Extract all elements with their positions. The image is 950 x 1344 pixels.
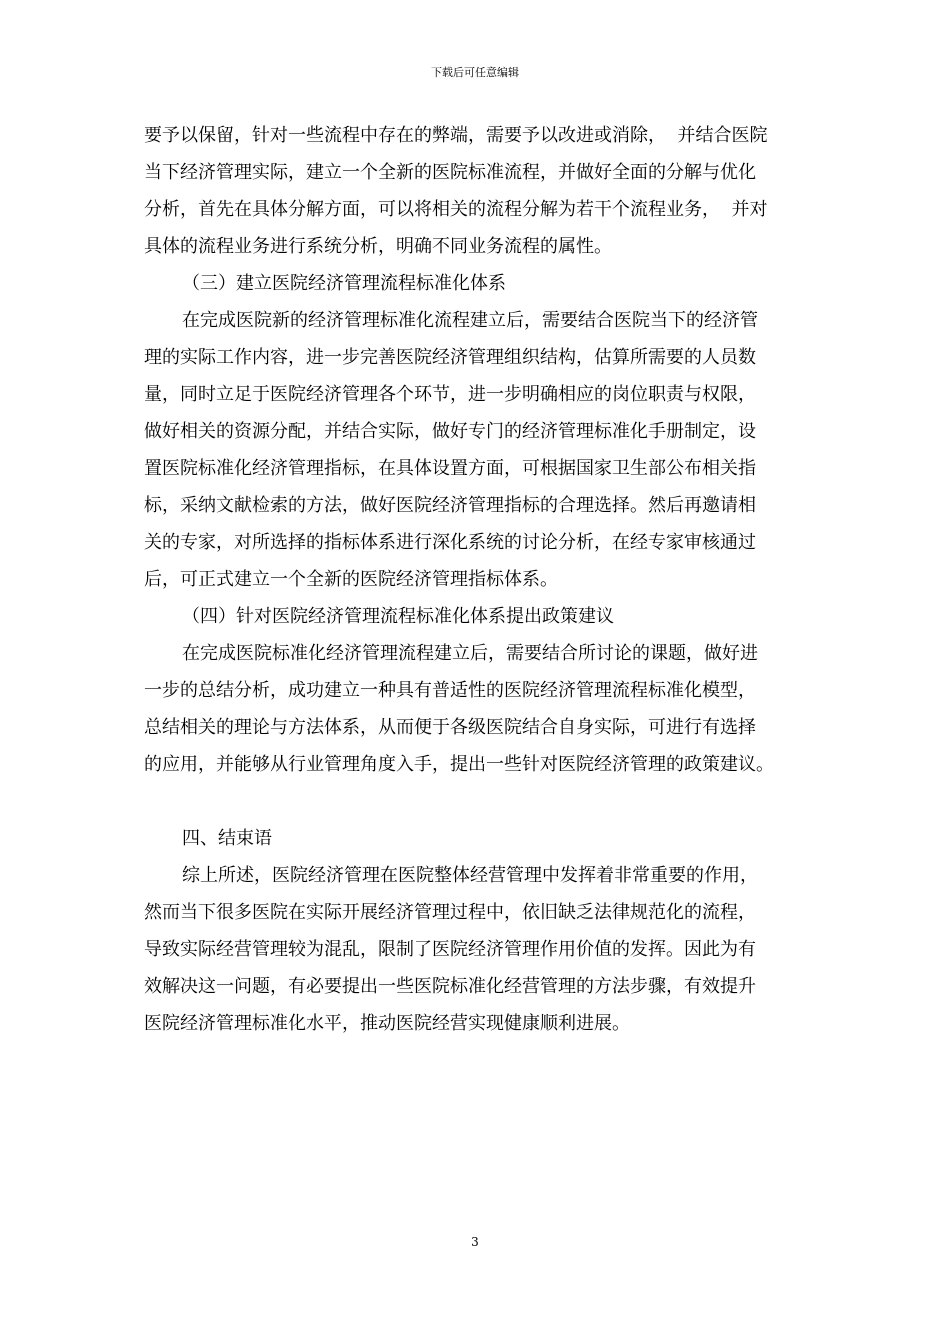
paragraph-line: 置医院标准化经济管理指标，在具体设置方面，可根据国家卫生部公布相关指 (144, 458, 756, 479)
paragraph-line: 理的实际工作内容，进一步完善医院经济管理组织结构，估算所需要的人员数 (144, 347, 756, 368)
section-4-paragraph (144, 635, 814, 783)
page-header: 下载后可任意编辑 (431, 66, 519, 79)
paragraph-spacer (144, 783, 814, 820)
paragraph-line: 量，同时立足于医院经济管理各个环节，进一步明确相应的岗位职责与权限， (144, 384, 756, 405)
page-number: 3 (471, 1235, 479, 1249)
paragraph-line: 综上所述，医院经济管理在医院整体经营管理中发挥着非常重要的作用， (182, 865, 758, 886)
paragraph-line: 分析，首先在具体分解方面，可以将相关的流程分解为若干个流程业务， 并对 (144, 199, 768, 220)
paragraph-line: 做好相关的资源分配，并结合实际，做好专门的经济管理标准化手册制定，设 (144, 421, 756, 442)
paragraph-line: 效解决这一问题，有必要提出一些医院标准化经营管理的方法步骤，有效提升 (144, 976, 756, 997)
paragraph-line: 当下经济管理实际，建立一个全新的医院标准流程，并做好全面的分解与优化 (144, 162, 756, 183)
paragraph-line: 一步的总结分析，成功建立一种具有普适性的医院经济管理流程标准化模型， (144, 680, 756, 701)
conclusion-paragraph (144, 857, 814, 1042)
paragraph-line: 的应用，并能够从行业管理角度入手，提出一些针对医院经济管理的政策建议。 (144, 754, 774, 775)
paragraph-line: 标，采纳文献检索的方法，做好医院经济管理指标的合理选择。然后再邀请相 (144, 495, 756, 516)
section-3-paragraph (144, 302, 814, 598)
paragraph-line: 导致实际经营管理较为混乱，限制了医院经济管理作用价值的发挥。因此为有 (144, 939, 756, 960)
continuation-paragraph (144, 117, 814, 265)
paragraph-line: 总结相关的理论与方法体系，从而便于各级医院结合自身实际，可进行有选择 (144, 717, 756, 738)
paragraph-line: 在完成医院标准化经济管理流程建立后，需要结合所讨论的课题，做好进 (182, 643, 758, 664)
paragraph-line: 要予以保留，针对一些流程中存在的弊端，需要予以改进或消除， 并结合医院 (144, 125, 768, 146)
section-heading-3: （三）建立医院经济管理流程标准化体系 (182, 273, 506, 294)
paragraph-line: 具体的流程业务进行系统分析，明确不同业务流程的属性。 (144, 236, 612, 257)
paragraph-line: 在完成医院新的经济管理标准化流程建立后，需要结合医院当下的经济管 (182, 310, 758, 331)
document-body (144, 117, 814, 1042)
paragraph-line: 医院经济管理标准化水平，推动医院经营实现健康顺利进展。 (144, 1013, 630, 1034)
conclusion-heading: 四、结束语 (182, 828, 272, 849)
paragraph-line: 然而当下很多医院在实际开展经济管理过程中，依旧缺乏法律规范化的流程， (144, 902, 756, 923)
paragraph-line: 关的专家，对所选择的指标体系进行深化系统的讨论分析，在经专家审核通过 (144, 532, 756, 553)
paragraph-line: 后，可正式建立一个全新的医院经济管理指标体系。 (144, 569, 558, 590)
section-heading-4: （四）针对医院经济管理流程标准化体系提出政策建议 (182, 606, 614, 627)
